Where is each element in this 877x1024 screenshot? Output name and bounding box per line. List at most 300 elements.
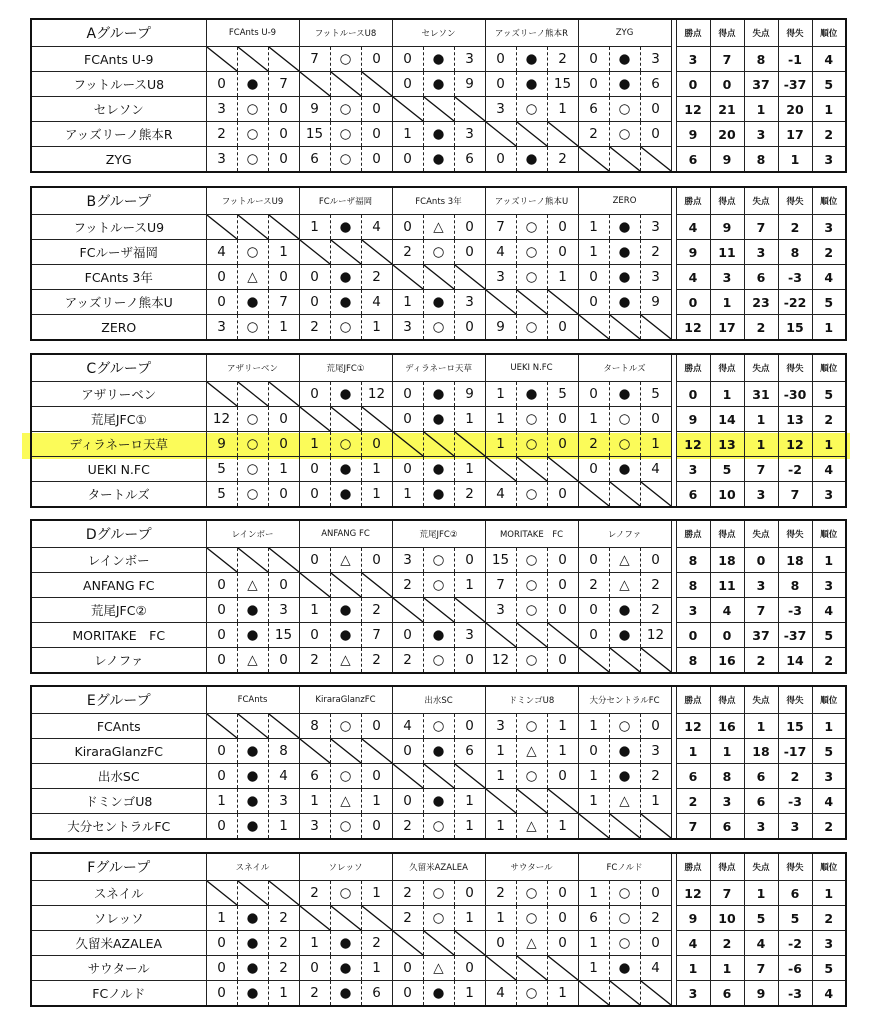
match-result-cell [392, 548, 485, 573]
stat-value: 9 [710, 147, 744, 173]
goals-for: 1 [393, 482, 424, 506]
stat-value: 7 [710, 881, 744, 906]
match-result-cell [206, 739, 299, 764]
match-result-cell [392, 215, 485, 240]
stat-value: 2 [744, 315, 778, 341]
goals-for: 1 [300, 432, 331, 456]
goals-against: 0 [465, 319, 474, 335]
diagonal-segment [238, 714, 269, 738]
match-result-cell [578, 881, 671, 906]
goals-against: 2 [372, 935, 381, 951]
stat-value: -6 [778, 956, 812, 981]
goals-against: 1 [558, 743, 567, 759]
stat-value: 7 [676, 814, 710, 840]
column-team-header: FCルーザ福岡 [299, 187, 392, 215]
result-symbol: ○ [331, 814, 362, 838]
goals-against: 6 [465, 151, 474, 167]
goals-for: 0 [300, 623, 331, 647]
result-symbol: ○ [424, 648, 455, 672]
diagonal-segment [424, 432, 455, 456]
stat-header: 得失 [778, 19, 812, 47]
stat-value: 6 [710, 814, 744, 840]
result-symbol: ○ [331, 432, 362, 456]
stat-value: 15 [778, 315, 812, 341]
stat-value: 5 [744, 906, 778, 931]
stat-header: 順位 [812, 187, 846, 215]
goals-against: 3 [279, 793, 288, 809]
self-match-cell [578, 482, 671, 508]
stat-value: 3 [812, 215, 846, 240]
goals-against: 3 [651, 269, 660, 285]
diagonal-segment [238, 47, 269, 71]
goals-against: 0 [465, 244, 474, 260]
match-result-cell [578, 215, 671, 240]
team-row [31, 482, 846, 508]
stat-value: 3 [744, 573, 778, 598]
goals-for: 0 [486, 931, 517, 955]
stat-header: 失点 [744, 187, 778, 215]
match-result-cell [206, 240, 299, 265]
result-symbol: ○ [331, 47, 362, 71]
result-symbol: ○ [238, 240, 269, 264]
match-result-cell [485, 382, 578, 407]
team-row [31, 97, 846, 122]
stat-value: 8 [676, 548, 710, 573]
stat-value: 3 [676, 598, 710, 623]
team-row [31, 648, 846, 674]
diagonal-segment [300, 906, 331, 930]
goals-for: 6 [579, 97, 610, 121]
match-result-cell [578, 432, 671, 457]
stat-value: 5 [812, 739, 846, 764]
goals-against: 2 [372, 652, 381, 668]
result-symbol: ○ [517, 315, 548, 339]
goals-for: 0 [207, 739, 238, 763]
match-result-cell [299, 482, 392, 508]
goals-against: 0 [465, 960, 474, 976]
match-result-cell [299, 648, 392, 674]
match-result-cell [485, 47, 578, 72]
result-symbol: ○ [424, 573, 455, 597]
team-name: フットルースU8 [31, 72, 206, 97]
stat-value: 13 [710, 432, 744, 457]
stat-value: 4 [812, 598, 846, 623]
result-symbol: ○ [610, 122, 641, 146]
goals-against: 1 [558, 985, 567, 1001]
goals-against: 4 [651, 461, 660, 477]
column-team-header: ディラネーロ天草 [392, 354, 485, 382]
group-title: Eグループ [31, 686, 206, 714]
stat-value: 12 [778, 432, 812, 457]
diagonal-segment [300, 407, 331, 431]
diagonal-segment [610, 315, 641, 339]
diagonal-segment [424, 598, 455, 622]
stat-header: 失点 [744, 520, 778, 548]
stat-value: 12 [676, 432, 710, 457]
diagonal-segment [641, 482, 671, 506]
stat-header: 得点 [710, 520, 744, 548]
result-symbol: △ [424, 956, 455, 980]
result-symbol: ● [238, 290, 269, 314]
match-result-cell [206, 407, 299, 432]
team-row [31, 739, 846, 764]
team-row [31, 714, 846, 739]
goals-for: 3 [207, 97, 238, 121]
self-match-cell [299, 240, 392, 265]
team-name: ANFANG FC [31, 573, 206, 598]
group-table [30, 18, 845, 173]
result-symbol: ○ [610, 931, 641, 955]
goals-against: 1 [558, 818, 567, 834]
stat-value: 9 [744, 981, 778, 1007]
goals-against: 1 [651, 793, 660, 809]
goals-for: 0 [393, 789, 424, 813]
diagonal-segment [207, 714, 238, 738]
stat-value: -30 [778, 382, 812, 407]
team-row [31, 290, 846, 315]
match-result-cell [392, 147, 485, 173]
goals-against: 5 [651, 386, 660, 402]
goals-against: 1 [651, 436, 660, 452]
goals-for: 6 [579, 906, 610, 930]
stat-value: 6 [744, 789, 778, 814]
match-result-cell [299, 457, 392, 482]
diagonal-segment [548, 956, 578, 980]
goals-for: 2 [300, 881, 331, 905]
stat-value: 7 [744, 457, 778, 482]
match-result-cell [485, 648, 578, 674]
team-name: FCルーザ福岡 [31, 240, 206, 265]
goals-against: 8 [279, 743, 288, 759]
stat-value: 3 [676, 457, 710, 482]
result-symbol: ○ [517, 881, 548, 905]
stat-value: 1 [744, 97, 778, 122]
column-team-header: 荒尾JFC② [392, 520, 485, 548]
team-name: セレソン [31, 97, 206, 122]
diagonal-segment [610, 814, 641, 838]
result-symbol: ○ [331, 881, 362, 905]
diagonal-segment [548, 122, 578, 146]
result-symbol: △ [238, 265, 269, 289]
diagonal-segment [610, 648, 641, 672]
team-row [31, 623, 846, 648]
match-result-cell [206, 598, 299, 623]
result-symbol: ● [331, 956, 362, 980]
column-team-header: 荒尾JFC① [299, 354, 392, 382]
stat-value: 11 [710, 573, 744, 598]
goals-for: 0 [579, 548, 610, 572]
match-result-cell [578, 931, 671, 956]
match-result-cell [392, 739, 485, 764]
match-result-cell [206, 906, 299, 931]
self-match-cell [485, 623, 578, 648]
match-result-cell [299, 981, 392, 1007]
result-symbol: ● [610, 72, 641, 96]
goals-against: 9 [651, 294, 660, 310]
result-symbol: ○ [517, 573, 548, 597]
self-match-cell [392, 598, 485, 623]
goals-against: 0 [558, 768, 567, 784]
goals-for: 0 [393, 457, 424, 481]
match-result-cell [206, 147, 299, 173]
goals-for: 15 [300, 122, 331, 146]
stat-value: -17 [778, 739, 812, 764]
goals-for: 12 [486, 648, 517, 672]
match-result-cell [578, 764, 671, 789]
stat-value: 3 [812, 147, 846, 173]
stat-header: 順位 [812, 520, 846, 548]
diagonal-segment [548, 457, 578, 481]
team-name: フットルースU9 [31, 215, 206, 240]
result-symbol: ● [610, 265, 641, 289]
result-symbol: △ [238, 648, 269, 672]
self-match-cell [392, 97, 485, 122]
match-result-cell [392, 47, 485, 72]
goals-against: 0 [372, 126, 381, 142]
team-row [31, 814, 846, 840]
result-symbol: ○ [517, 432, 548, 456]
stat-value: 1 [812, 97, 846, 122]
match-result-cell [299, 789, 392, 814]
match-result-cell [485, 931, 578, 956]
match-result-cell [578, 548, 671, 573]
goals-for: 3 [207, 315, 238, 339]
stat-value: 14 [778, 648, 812, 674]
goals-against: 1 [465, 985, 474, 1001]
stat-value: 1 [710, 739, 744, 764]
diagonal-segment [207, 382, 238, 406]
result-symbol: ○ [610, 432, 641, 456]
team-name: FCAnts 3年 [31, 265, 206, 290]
match-result-cell [392, 573, 485, 598]
result-symbol: ○ [517, 240, 548, 264]
goals-against: 0 [372, 818, 381, 834]
diagonal-segment [455, 931, 485, 955]
goals-against: 0 [651, 885, 660, 901]
stat-value: 5 [812, 956, 846, 981]
goals-against: 2 [465, 486, 474, 502]
match-result-cell [392, 122, 485, 147]
result-symbol: ○ [610, 714, 641, 738]
self-match-cell [206, 382, 299, 407]
group-title: Dグループ [31, 520, 206, 548]
stat-value: 21 [710, 97, 744, 122]
team-row [31, 315, 846, 341]
match-result-cell [578, 265, 671, 290]
result-symbol: ○ [331, 764, 362, 788]
diagonal-segment [641, 814, 671, 838]
match-result-cell [485, 240, 578, 265]
goals-against: 0 [558, 411, 567, 427]
goals-for: 1 [579, 956, 610, 980]
result-symbol: ○ [331, 97, 362, 121]
stat-value: 5 [812, 623, 846, 648]
diagonal-segment [641, 147, 671, 171]
column-team-header: サウタール [485, 853, 578, 881]
diagonal-segment [331, 240, 362, 264]
stat-value: -3 [778, 981, 812, 1007]
team-name: レインボー [31, 548, 206, 573]
stat-value: 6 [676, 764, 710, 789]
goals-against: 0 [558, 219, 567, 235]
goals-against: 2 [651, 602, 660, 618]
goals-for: 0 [207, 981, 238, 1005]
stat-value: 9 [676, 240, 710, 265]
goals-for: 1 [579, 931, 610, 955]
column-team-header: スネイル [206, 853, 299, 881]
stat-value: 1 [812, 432, 846, 457]
diagonal-segment [548, 290, 578, 314]
stat-value: 8 [744, 47, 778, 72]
goals-for: 3 [207, 147, 238, 171]
result-symbol: ○ [610, 906, 641, 930]
goals-for: 0 [300, 265, 331, 289]
goals-against: 3 [465, 126, 474, 142]
stat-value: 9 [676, 407, 710, 432]
result-symbol: ● [238, 814, 269, 838]
goals-for: 9 [486, 315, 517, 339]
result-symbol: ● [238, 906, 269, 930]
match-result-cell [206, 72, 299, 97]
result-symbol: ○ [424, 906, 455, 930]
self-match-cell [206, 47, 299, 72]
result-symbol: ○ [238, 147, 269, 171]
goals-for: 0 [207, 265, 238, 289]
team-name: タートルズ [31, 482, 206, 508]
result-symbol: ● [610, 240, 641, 264]
match-result-cell [206, 573, 299, 598]
match-result-cell [578, 573, 671, 598]
match-result-cell [299, 215, 392, 240]
result-symbol: ○ [424, 315, 455, 339]
goals-against: 0 [558, 486, 567, 502]
stat-value: 1 [744, 881, 778, 906]
stat-header: 得失 [778, 187, 812, 215]
match-result-cell [299, 598, 392, 623]
goals-for: 7 [486, 215, 517, 239]
result-symbol: ● [424, 457, 455, 481]
goals-against: 0 [372, 151, 381, 167]
result-symbol: ○ [517, 598, 548, 622]
diagonal-segment [393, 97, 424, 121]
diagonal-segment [238, 382, 269, 406]
goals-for: 15 [486, 548, 517, 572]
result-symbol: ● [424, 407, 455, 431]
diagonal-segment [455, 97, 485, 121]
self-match-cell [485, 290, 578, 315]
column-team-header: フットルースU9 [206, 187, 299, 215]
team-name: ソレッソ [31, 906, 206, 931]
match-result-cell [206, 432, 299, 457]
team-name: FCAnts [31, 714, 206, 739]
goals-for: 2 [300, 981, 331, 1005]
diagonal-segment [610, 482, 641, 506]
goals-against: 2 [558, 51, 567, 67]
diagonal-segment [207, 881, 238, 905]
match-result-cell [485, 814, 578, 840]
team-name: 荒尾JFC② [31, 598, 206, 623]
goals-for: 0 [207, 764, 238, 788]
goals-for: 4 [486, 981, 517, 1005]
team-name: レノファ [31, 648, 206, 674]
group-table [30, 685, 845, 840]
result-symbol: ● [424, 981, 455, 1005]
self-match-cell [485, 122, 578, 147]
diagonal-segment [517, 457, 548, 481]
goals-for: 0 [579, 739, 610, 763]
stat-value: 1 [744, 714, 778, 739]
match-result-cell [206, 122, 299, 147]
goals-for: 0 [393, 147, 424, 171]
goals-against: 12 [367, 386, 386, 402]
match-result-cell [392, 881, 485, 906]
match-result-cell [485, 714, 578, 739]
goals-against: 6 [651, 76, 660, 92]
diagonal-segment [331, 573, 362, 597]
stat-value: 1 [710, 290, 744, 315]
diagonal-segment [424, 764, 455, 788]
goals-for: 0 [579, 382, 610, 406]
match-result-cell [485, 881, 578, 906]
diagonal-segment [393, 931, 424, 955]
match-result-cell [392, 315, 485, 341]
column-team-header: 久留米AZALEA [392, 853, 485, 881]
stat-value: 2 [778, 215, 812, 240]
team-row [31, 47, 846, 72]
diagonal-segment [269, 714, 299, 738]
stat-value: 1 [812, 881, 846, 906]
result-symbol: ● [424, 47, 455, 71]
stat-value: 8 [676, 573, 710, 598]
stat-value: 3 [812, 573, 846, 598]
result-symbol: ● [424, 72, 455, 96]
goals-against: 0 [651, 101, 660, 117]
goals-against: 3 [651, 743, 660, 759]
result-symbol: ● [424, 122, 455, 146]
result-symbol: △ [331, 548, 362, 572]
self-match-cell [392, 764, 485, 789]
result-symbol: ○ [424, 814, 455, 838]
stat-value: -2 [778, 931, 812, 956]
goals-for: 0 [579, 290, 610, 314]
stat-value: 1 [710, 956, 744, 981]
diagonal-segment [424, 97, 455, 121]
result-symbol: ● [238, 623, 269, 647]
diagonal-segment [238, 881, 269, 905]
result-symbol: △ [517, 814, 548, 838]
goals-against: 0 [279, 436, 288, 452]
match-result-cell [578, 714, 671, 739]
match-result-cell [299, 548, 392, 573]
diagonal-segment [362, 906, 392, 930]
result-symbol: ● [424, 789, 455, 813]
result-symbol: ● [610, 764, 641, 788]
match-result-cell [578, 240, 671, 265]
diagonal-segment [269, 382, 299, 406]
goals-against: 0 [558, 885, 567, 901]
stat-value: 1 [812, 548, 846, 573]
result-symbol: ● [517, 147, 548, 171]
stat-value: 37 [744, 623, 778, 648]
group-table [30, 519, 845, 674]
result-symbol: ● [238, 931, 269, 955]
match-result-cell [578, 407, 671, 432]
goals-for: 0 [207, 573, 238, 597]
result-symbol: ● [331, 382, 362, 406]
stat-header: 勝点 [676, 187, 710, 215]
diagonal-segment [579, 814, 610, 838]
goals-against: 3 [279, 602, 288, 618]
